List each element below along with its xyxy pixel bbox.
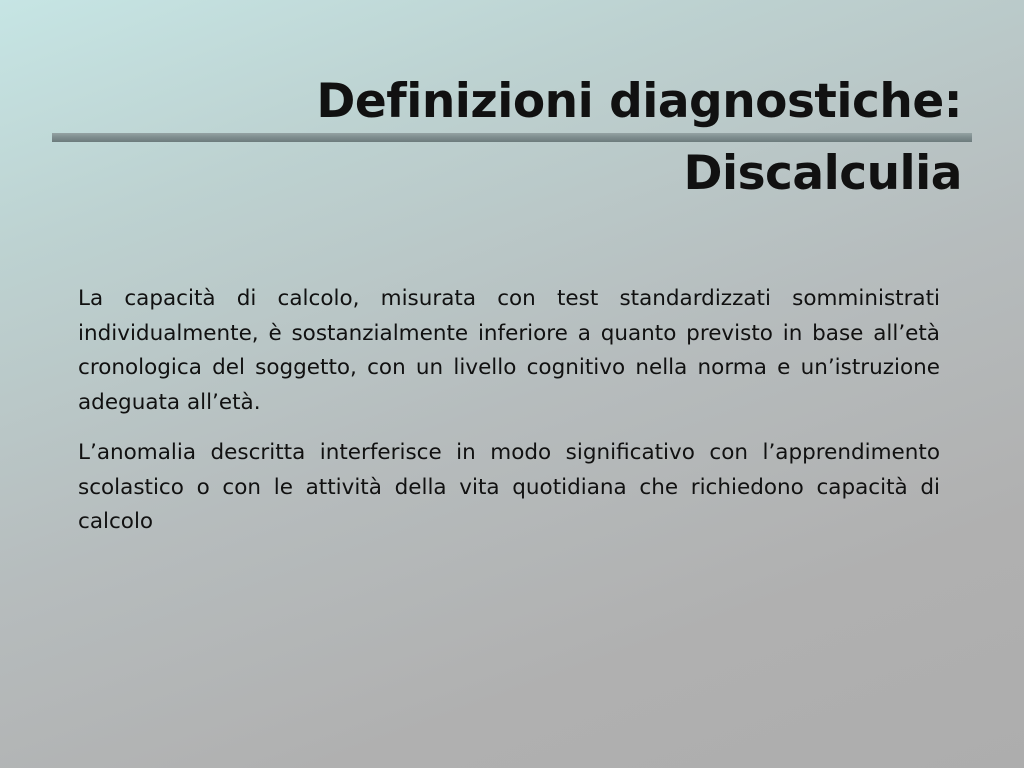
slide-title-line-1: Definizioni diagnostiche: bbox=[316, 74, 962, 129]
paragraph-1: La capacità di calcolo, misurata con test standardizzati somministrati individualmente, è sostanzialmente inferiore a quanto previsto in base all’età cronologica del soggetto, con un livello cognitivo nella norma e un’istruzione adeguata all’età. bbox=[78, 286, 940, 415]
paragraph-2: L’anomalia descritta interferisce in modo significativo con l’apprendimento scolastico o con le attività della vita quotidiana che richiedono capacità di calcolo bbox=[78, 440, 940, 534]
slide-title-line-2: Discalculia bbox=[683, 146, 962, 201]
slide-body bbox=[78, 282, 940, 556]
slide-title bbox=[316, 66, 962, 210]
